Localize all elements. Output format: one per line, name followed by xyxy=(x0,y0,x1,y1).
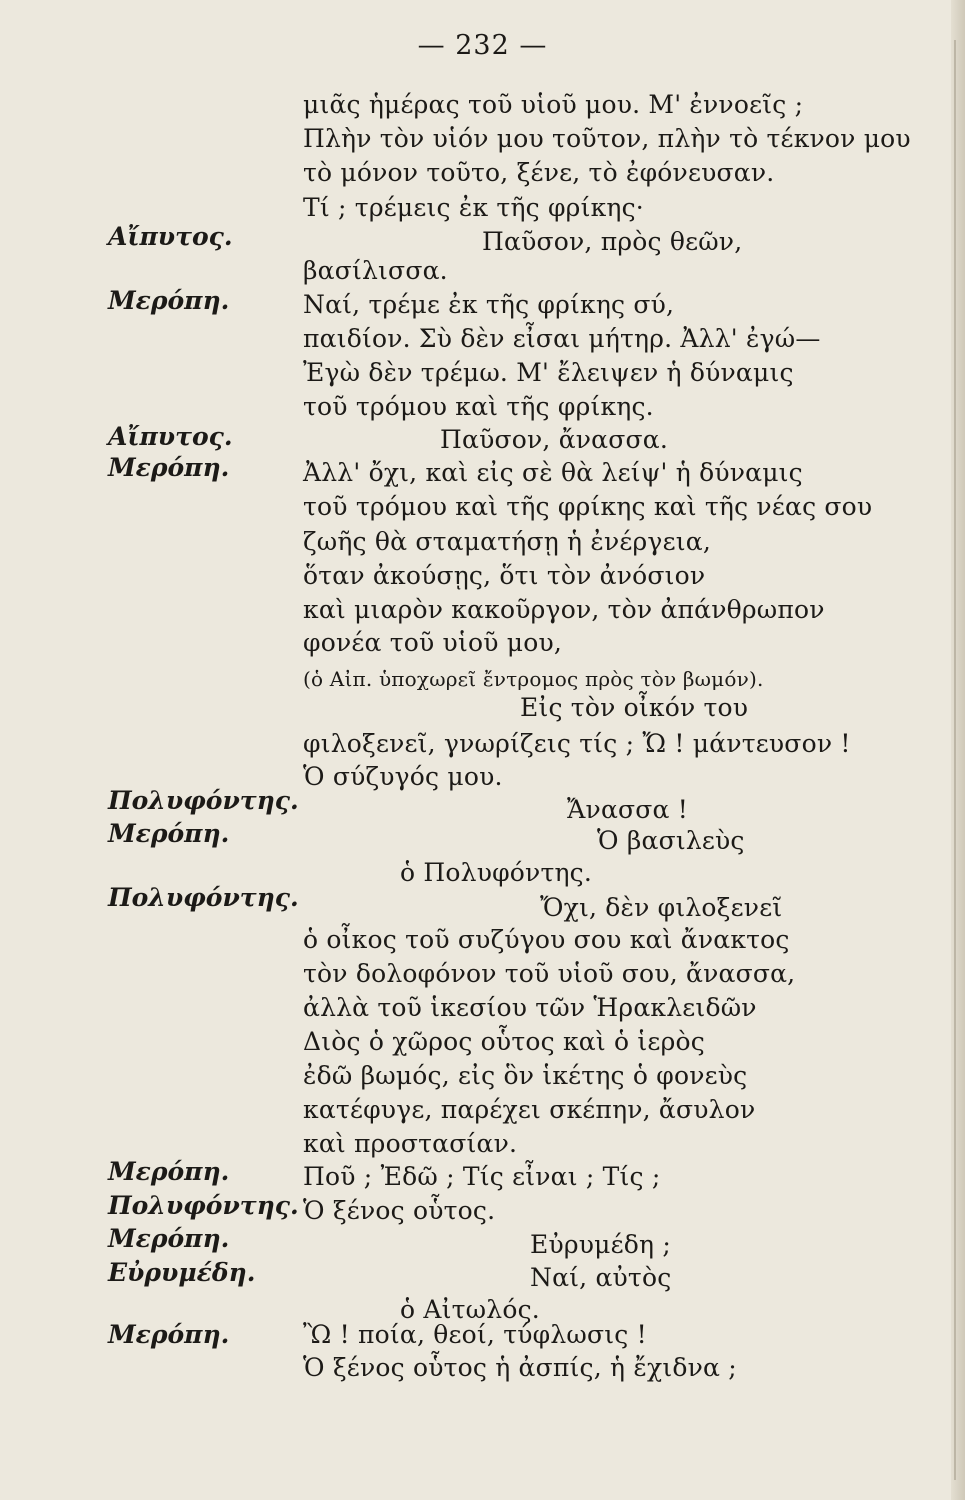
verse-line: Ὁ βασιλεὺς xyxy=(597,826,745,855)
speaker-name: Μερόπη. xyxy=(108,1157,230,1186)
verse-line: Ναί, αὐτὸς xyxy=(530,1263,672,1292)
verse-line: Ναί, τρέμε ἐκ τῆς φρίκης σύ, xyxy=(303,290,675,319)
verse-line: τοῦ τρόμου καὶ τῆς φρίκης. xyxy=(303,392,654,421)
verse-line: ὅταν ἀκούσῃς, ὅτι τὸν ἀνόσιον xyxy=(303,561,706,590)
verse-line: ζωῆς θὰ σταματήσῃ ἡ ἐνέργεια, xyxy=(303,527,711,556)
verse-line: Ὄχι, δὲν φιλοξενεῖ xyxy=(540,893,783,922)
verse-line: φονέα τοῦ υἱοῦ μου, xyxy=(303,628,563,657)
verse-line: καὶ μιαρὸν κακοῦργον, τὸν ἀπάνθρωπον xyxy=(303,595,825,624)
verse-line: Ποῦ ; Ἐδῶ ; Τίς εἶναι ; Τίς ; xyxy=(303,1162,661,1191)
verse-line: Εἰς τὸν οἶκόν του xyxy=(520,693,749,722)
verse-line: Διὸς ὁ χῶρος οὗτος καὶ ὁ ἱερὸς xyxy=(303,1027,705,1056)
verse-line: τοῦ τρόμου καὶ τῆς φρίκης καὶ τῆς νέας σου xyxy=(303,492,873,521)
verse-line: Ὁ σύζυγός μου. xyxy=(303,762,503,791)
page-binding-edge xyxy=(951,0,965,1500)
verse-line: τὸ μόνον τοῦτο, ξένε, τὸ ἐφόνευσαν. xyxy=(303,158,775,187)
verse-line: φιλοξενεῖ, γνωρίζεις τίς ; Ὤ ! μάντευσον ! xyxy=(303,729,851,758)
verse-line: Ἀλλ' ὄχι, καὶ εἰς σὲ θὰ λείψ' ἡ δύναμις xyxy=(303,458,803,487)
speaker-name: Πολυφόντης. xyxy=(108,786,299,815)
verse-line: Ἄνασσα ! xyxy=(567,795,689,824)
speaker-name: Αἴπυτος. xyxy=(108,222,233,251)
verse-line: τὸν δολοφόνον τοῦ υἱοῦ σου, ἄνασσα, xyxy=(303,959,796,988)
verse-line: Εὐρυμέδη ; xyxy=(530,1230,671,1259)
verse-line: Ὁ ξένος οὗτος ἡ ἀσπίς, ἡ ἔχιδνα ; xyxy=(303,1353,737,1382)
speaker-name: Μερόπη. xyxy=(108,1320,230,1349)
speaker-name: Μερόπη. xyxy=(108,1224,230,1253)
verse-line: ὁ Αἰτωλός. xyxy=(400,1295,540,1324)
speaker-name: Πολυφόντης. xyxy=(108,883,299,912)
verse-line: ὁ οἶκος τοῦ συζύγου σου καὶ ἄνακτος xyxy=(303,925,790,954)
verse-line: Ἐγὼ δὲν τρέμω. Μ' ἔλειψεν ἡ δύναμις xyxy=(303,358,794,387)
verse-line: καὶ προστασίαν. xyxy=(303,1129,518,1158)
verse-line: Παῦσον, ἄνασσα. xyxy=(440,425,669,454)
speaker-name: Εὐρυμέδη. xyxy=(108,1258,256,1287)
page-number: — 232 — xyxy=(417,30,548,61)
verse-line: Ὢ ! ποία, θεοί, τύφλωσις ! xyxy=(303,1320,647,1349)
verse-line: ἀλλὰ τοῦ ἱκεσίου τῶν Ἡρακλειδῶν xyxy=(303,993,757,1022)
speaker-name: Πολυφόντης. xyxy=(108,1191,299,1220)
speaker-name: Μερόπη. xyxy=(108,286,230,315)
verse-line: Τί ; τρέμεις ἐκ τῆς φρίκης· xyxy=(303,193,644,222)
verse-line: Πλὴν τὸν υἱόν μου τοῦτον, πλὴν τὸ τέκνον μου xyxy=(303,124,911,153)
speaker-name: Μερόπη. xyxy=(108,453,230,482)
speaker-name: Αἴπυτος. xyxy=(108,422,233,451)
verse-line: ἐδῶ βωμός, εἰς ὃν ἱκέτης ὁ φονεὺς xyxy=(303,1061,748,1090)
page-edge-shadow xyxy=(954,40,956,1480)
speaker-name: Μερόπη. xyxy=(108,819,230,848)
verse-line: ὁ Πολυφόντης. xyxy=(400,858,593,887)
stage-direction: (ὁ Αἰπ. ὑποχωρεῖ ἔντρομος πρὸς τὸν βωμόν). xyxy=(303,667,764,691)
verse-line: βασίλισσα. xyxy=(303,256,448,285)
verse-line: μιᾶς ἡμέρας τοῦ υἱοῦ μου. Μ' ἐννοεῖς ; xyxy=(303,90,804,119)
verse-line: Παῦσον, πρὸς θεῶν, xyxy=(482,227,743,256)
verse-line: Ὁ ξένος οὗτος. xyxy=(303,1196,496,1225)
verse-line: παιδίον. Σὺ δὲν εἶσαι μήτηρ. Ἀλλ' ἐγώ— xyxy=(303,324,821,353)
verse-line: κατέφυγε, παρέχει σκέπην, ἄσυλον xyxy=(303,1095,756,1124)
